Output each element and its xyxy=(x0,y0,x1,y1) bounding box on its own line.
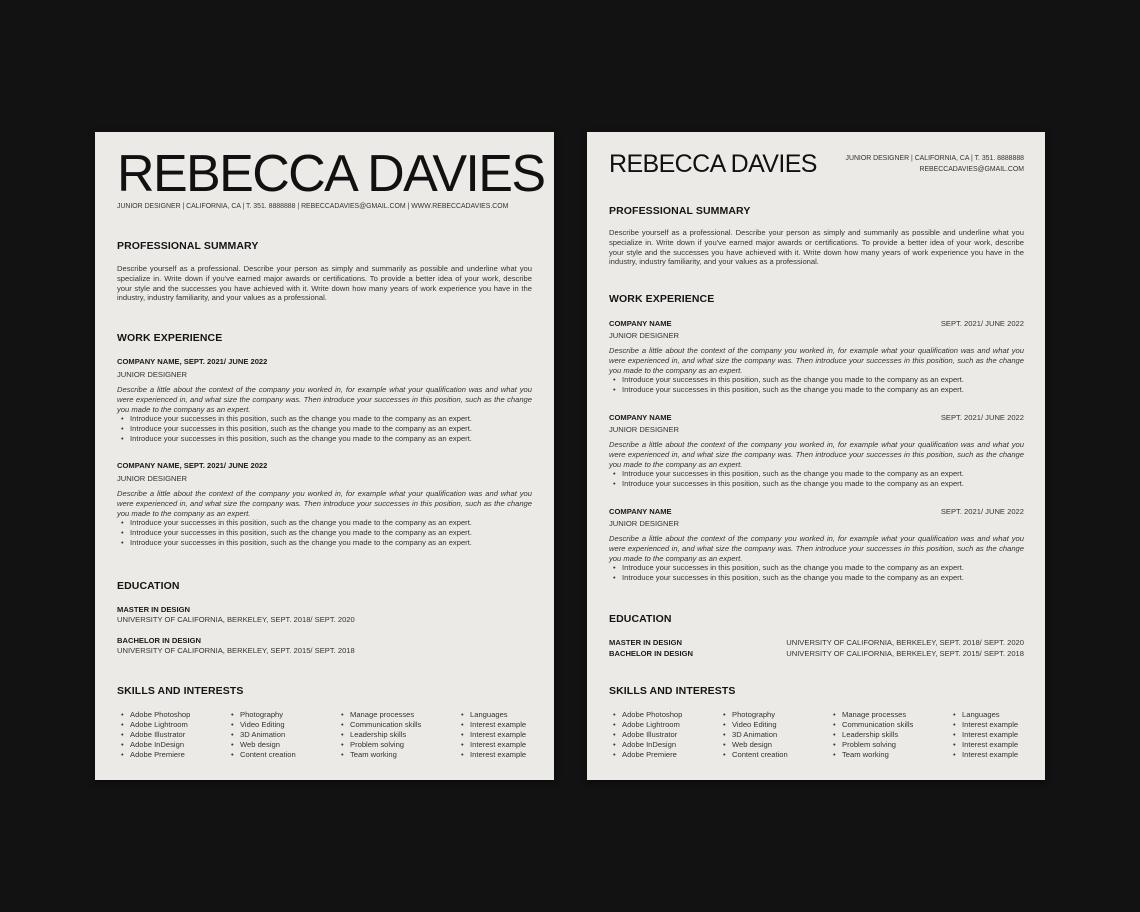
skill-item: • Interest example xyxy=(457,740,526,750)
contact-block xyxy=(846,154,1024,175)
skill-item: • Communication skills xyxy=(829,720,913,730)
skill-item: • Team working xyxy=(829,750,913,760)
skill-item: • Adobe InDesign xyxy=(609,740,682,750)
skill-item: • Adobe Lightroom xyxy=(609,720,682,730)
school: UNIVERSITY OF CALIFORNIA, BERKELEY, SEPT. 2018/ SEPT. 2020 xyxy=(786,638,1024,647)
skill-item: • Interest example xyxy=(457,750,526,760)
skill-item: • Interest example xyxy=(457,720,526,730)
skill-item: • Interest example xyxy=(949,730,1018,740)
degree: MASTER IN DESIGN xyxy=(609,638,682,647)
skill-item: • Web design xyxy=(227,740,296,750)
skill-item: • 3D Animation xyxy=(227,730,296,740)
company-name: COMPANY NAME, SEPT. 2021/ JUNE 2022 xyxy=(117,461,268,470)
job-role: JUNIOR DESIGNER xyxy=(117,474,188,483)
skill-item: • Problem solving xyxy=(337,740,421,750)
skill-item: • Content creation xyxy=(719,750,788,760)
section-title-work: WORK EXPERIENCE xyxy=(609,293,715,305)
job-bullet: • Introduce your successes in this position, such as the change you made to the company as an expert. xyxy=(117,424,532,434)
job-description: Describe a little about the context of the company you worked in, for example what your qualification was and what you were experienced in, and what size the company was. Then introduce your successes in this position, such as the change you made to the company as an expert. xyxy=(609,346,1024,375)
job-bullet: • Introduce your successes in this position, such as the change you made to the company as an expert. xyxy=(117,528,532,538)
job-entry xyxy=(609,507,1024,583)
job-description: Describe a little about the context of the company you worked in, for example what your qualification was and what you were experienced in, and what size the company was. Then introduce your successes in this position, such as the change you made to the company as an expert. xyxy=(117,489,532,518)
job-bullet: • Introduce your successes in this position, such as the change you made to the company as an expert. xyxy=(117,414,532,424)
education-entry xyxy=(117,605,355,624)
school: UNIVERSITY OF CALIFORNIA, BERKELEY, SEPT. 2018/ SEPT. 2020 xyxy=(117,615,355,624)
education-entry xyxy=(609,638,1024,648)
education-entry xyxy=(117,636,355,655)
job-description: Describe a little about the context of the company you worked in, for example what your qualification was and what you were experienced in, and what size the company was. Then introduce your successes in this position, such as the change you made to the company as an expert. xyxy=(609,440,1024,469)
job-bullet: • Introduce your successes in this position, such as the change you made to the company as an expert. xyxy=(609,479,1024,489)
job-bullet: • Introduce your successes in this position, such as the change you made to the company as an expert. xyxy=(117,518,532,528)
skills-column xyxy=(719,710,788,760)
job-bullet: • Introduce your successes in this position, such as the change you made to the company as an expert. xyxy=(117,434,532,444)
skill-item: • Interest example xyxy=(949,750,1018,760)
contact-line: JUNIOR DESIGNER | CALIFORNIA, CA | T. 351. 8888888 | REBECCADAVIES@GMAIL.COM | WWW.REBECCADAVIES.COM xyxy=(117,203,509,210)
skill-item: • Languages xyxy=(457,710,526,720)
skills-column xyxy=(227,710,296,760)
skill-item: • Video Editing xyxy=(227,720,296,730)
skill-item: • Photography xyxy=(719,710,788,720)
skill-item: • Web design xyxy=(719,740,788,750)
skill-item: • Adobe Photoshop xyxy=(609,710,682,720)
resume-page-1 xyxy=(95,132,554,780)
skill-item: • Video Editing xyxy=(719,720,788,730)
degree: BACHELOR IN DESIGN xyxy=(117,636,201,645)
job-description: Describe a little about the context of the company you worked in, for example what your qualification was and what you were experienced in, and what size the company was. Then introduce your successes in this position, such as the change you made to the company as an expert. xyxy=(117,385,532,414)
company-name: COMPANY NAME xyxy=(609,413,672,422)
resume-page-2 xyxy=(587,132,1045,780)
job-role: JUNIOR DESIGNER xyxy=(609,519,680,528)
company-name: COMPANY NAME xyxy=(609,319,672,328)
job-entry xyxy=(609,319,1024,395)
section-title-education: EDUCATION xyxy=(609,613,672,625)
name-heading: REBECCA DAVIES xyxy=(609,150,817,178)
contact-line: JUNIOR DESIGNER | CALIFORNIA, CA | T. 351. 8888888 xyxy=(845,155,1024,162)
skill-item: • Adobe Premiere xyxy=(609,750,682,760)
skill-item: • Team working xyxy=(337,750,421,760)
degree: BACHELOR IN DESIGN xyxy=(609,649,693,658)
company-name: COMPANY NAME, SEPT. 2021/ JUNE 2022 xyxy=(117,357,268,366)
school: UNIVERSITY OF CALIFORNIA, BERKELEY, SEPT. 2015/ SEPT. 2018 xyxy=(117,646,355,655)
skill-item: • Adobe InDesign xyxy=(117,740,190,750)
skill-item: • Adobe Photoshop xyxy=(117,710,190,720)
degree: MASTER IN DESIGN xyxy=(117,605,190,614)
summary-text: Describe yourself as a professional. Describe your person as simply and summarily as possible and underline what you specialize in. Write down if you've earned major awards or certifications. To provide a better idea of your work, describe your style and the successes you have achieved with it. Write down how many years of work experience you have in the industry, industry familiarity, and your values as a professional. xyxy=(609,228,1024,267)
job-date: SEPT. 2021/ JUNE 2022 xyxy=(940,319,1024,328)
company-name: COMPANY NAME xyxy=(609,507,672,516)
job-bullet: • Introduce your successes in this position, such as the change you made to the company as an expert. xyxy=(609,563,1024,573)
skill-item: • Communication skills xyxy=(337,720,421,730)
skills-column xyxy=(117,710,190,760)
skill-item: • Adobe Premiere xyxy=(117,750,190,760)
school: UNIVERSITY OF CALIFORNIA, BERKELEY, SEPT. 2015/ SEPT. 2018 xyxy=(786,649,1024,658)
skill-item: • Photography xyxy=(227,710,296,720)
job-bullet: • Introduce your successes in this position, such as the change you made to the company as an expert. xyxy=(609,469,1024,479)
skills-column xyxy=(457,710,526,760)
contact-email: REBECCADAVIES@GMAIL.COM xyxy=(919,165,1024,173)
job-date: SEPT. 2021/ JUNE 2022 xyxy=(940,507,1024,516)
skill-item: • Adobe Lightroom xyxy=(117,720,190,730)
education-entry xyxy=(609,649,1024,659)
skill-item: • Manage processes xyxy=(829,710,913,720)
section-title-skills: SKILLS AND INTERESTS xyxy=(609,685,736,697)
section-title-skills: SKILLS AND INTERESTS xyxy=(117,685,244,697)
job-bullet: • Introduce your successes in this position, such as the change you made to the company as an expert. xyxy=(609,385,1024,395)
skill-item: • Interest example xyxy=(949,740,1018,750)
job-role: JUNIOR DESIGNER xyxy=(117,370,188,379)
skill-item: • Interest example xyxy=(949,720,1018,730)
job-date: SEPT. 2021/ JUNE 2022 xyxy=(940,413,1024,422)
skill-item: • Problem solving xyxy=(829,740,913,750)
skills-column xyxy=(829,710,913,760)
skills-column xyxy=(337,710,421,760)
skill-item: • Leadership skills xyxy=(337,730,421,740)
skill-item: • Adobe Illustrator xyxy=(609,730,682,740)
job-role: JUNIOR DESIGNER xyxy=(609,331,680,340)
skill-item: • Interest example xyxy=(457,730,526,740)
skills-column xyxy=(949,710,1018,760)
job-entry xyxy=(117,461,532,548)
skill-item: • Languages xyxy=(949,710,1018,720)
job-entry xyxy=(609,413,1024,489)
job-entry xyxy=(117,357,532,444)
skills-column xyxy=(609,710,682,760)
section-title-work: WORK EXPERIENCE xyxy=(117,332,223,344)
skill-item: • 3D Animation xyxy=(719,730,788,740)
summary-text: Describe yourself as a professional. Describe your person as simply and summarily as possible and underline what you specialize in. Write down if you've earned major awards or certifications. To provide a better idea of your work, describe your style and the successes you have achieved with it. Write down how many years of work experience you have in the industry, industry familiarity, and your values as a professional. xyxy=(117,264,532,303)
job-role: JUNIOR DESIGNER xyxy=(609,425,680,434)
section-title-education: EDUCATION xyxy=(117,580,180,592)
skill-item: • Adobe Illustrator xyxy=(117,730,190,740)
skill-item: • Leadership skills xyxy=(829,730,913,740)
skill-item: • Content creation xyxy=(227,750,296,760)
job-bullet: • Introduce your successes in this position, such as the change you made to the company as an expert. xyxy=(609,375,1024,385)
name-heading: REBECCA DAVIES xyxy=(117,145,545,203)
job-bullet: • Introduce your successes in this position, such as the change you made to the company as an expert. xyxy=(117,538,532,548)
skill-item: • Manage processes xyxy=(337,710,421,720)
section-title-summary: PROFESSIONAL SUMMARY xyxy=(609,205,751,217)
job-bullet: • Introduce your successes in this position, such as the change you made to the company as an expert. xyxy=(609,573,1024,583)
job-description: Describe a little about the context of the company you worked in, for example what your qualification was and what you were experienced in, and what size the company was. Then introduce your successes in this position, such as the change you made to the company as an expert. xyxy=(609,534,1024,563)
section-title-summary: PROFESSIONAL SUMMARY xyxy=(117,240,259,252)
